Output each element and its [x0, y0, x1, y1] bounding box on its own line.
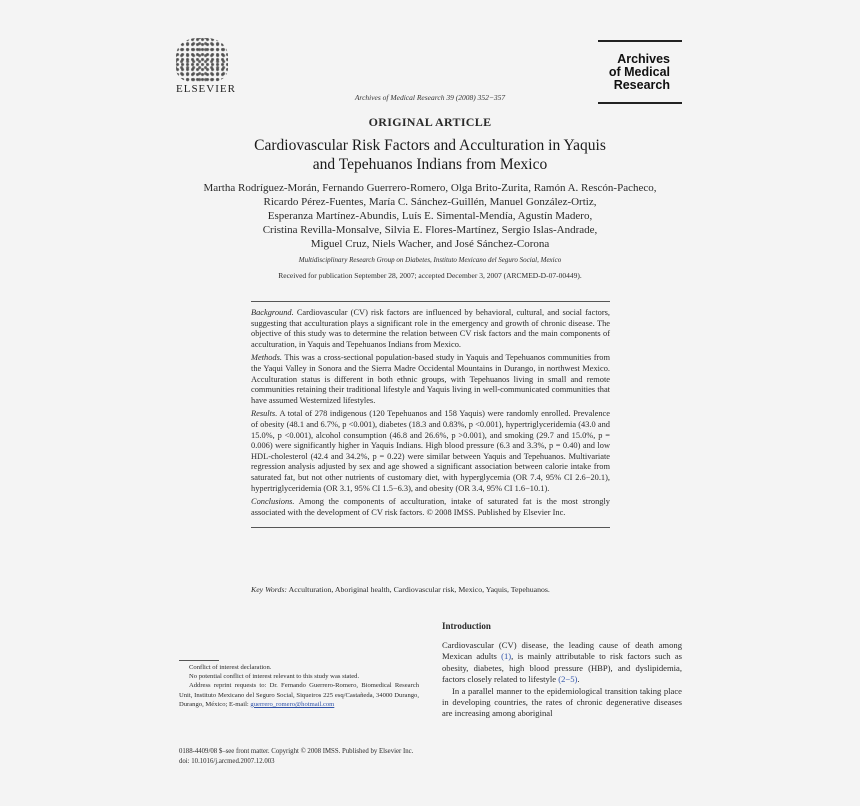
author-line: Esperanza Martínez-Abundis, Luís E. Simental-Mendía, Agustín Madero,	[267, 210, 593, 222]
keywords-text: Acculturation, Aboriginal health, Cardiovascular risk, Mexico, Yaquis, Tepehuanos.	[288, 585, 550, 594]
author-line: Ricardo Pérez-Fuentes, María C. Sánchez-Guillén, Manuel González-Ortiz,	[263, 196, 597, 208]
footnote-divider	[179, 660, 219, 661]
author-list	[0, 181, 860, 251]
reference-link[interactable]: (1)	[501, 651, 512, 662]
issn-line: 0188-4409/08 $–see front matter. Copyright © 2008 IMSS. Published by Elsevier Inc.	[179, 748, 414, 755]
author-line: Cristina Revilla-Monsalve, Silvia E. Flores-Martínez, Sergio Islas-Andrade,	[262, 224, 598, 236]
reference-link[interactable]: (2−5)	[558, 674, 578, 685]
journal-citation: Archives of Medical Research 39 (2008) 352−357	[354, 93, 506, 102]
reprint-address	[179, 681, 419, 709]
elsevier-tree-icon	[176, 38, 228, 82]
conflict-text: No potential conflict of interest relevant to this study was stated.	[189, 673, 360, 681]
title-line: Cardiovascular Risk Factors and Acculturation in Yaquis	[254, 137, 606, 154]
email-link[interactable]: guerrero_romero@hotmail.com	[250, 700, 335, 708]
author-line: Miguel Cruz, Niels Wacher, and José Sánchez-Corona	[310, 238, 550, 250]
abstract-text: A total of 278 indigenous (120 Tepehuanos and 158 Yaquis) were randomly enrolled. Prevalence of obesity (48.1 and 6.7%, p <0.001), diabetes (18.3 and 0.83%, p <0.001), hypertriglyceridemia (43.0 and 15.0%, p <0.001), alcohol consumption (46.8 and 26.6%, p >0.001), and smoking (29.7 and 15.0%, p = 0.006) were significantly higher in Yaquis Indians. High blood pressure (6.3 and 3.3%, p = 0.40) and low HDL-cholesterol (42.4 and 34.2%, p = 0.22) were similar between Yaquis and Tepehuanos. Multivariate regression analysis adjusted by sex and age showed a significant association between calorie intake from saturated fat, but not other nutrients of customary diet, with hyperglycemia (OR 7.4, 95% CI 2.6−20.1), hypertriglyceridemia (OR 3.1, 95% CI 1.5−6.3), and obesity (OR 3.4, 95% CI 1.6−10.1).	[251, 409, 610, 493]
doi-line: doi: 10.1016/j.arcmed.2007.12.003	[179, 757, 275, 765]
intro-paragraph-1	[442, 640, 682, 686]
footnotes	[179, 663, 419, 709]
received-dates: Received for publication September 28, 2007; accepted December 3, 2007 (ARCMED-D-07-00449).	[278, 271, 582, 280]
affiliation: Multidisciplinary Research Group on Diabetes, Instituto Mexicano del Seguro Social, Mexico	[298, 256, 562, 264]
journal-logo-line-2: of Medical	[608, 64, 670, 79]
publication-info	[179, 747, 579, 766]
keywords-label: Key Words:	[251, 585, 288, 594]
introduction-body	[442, 640, 682, 720]
elsevier-logo	[176, 38, 236, 96]
intro-text: .	[577, 674, 580, 685]
author-line: Martha Rodríguez-Morán, Fernando Guerrero-Romero, Olga Brito-Zurita, Ramón A. Rescón-Pacheco,	[203, 182, 657, 194]
journal-logo-line-3: Research	[613, 77, 670, 92]
abstract-results	[251, 409, 610, 494]
abstract-label: Conclusions.	[251, 497, 295, 507]
abstract-text: Among the components of acculturation, intake of saturated fat is the most strongly associated with the development of CV risk factors. © 2008 IMSS. Published by Elsevier Inc.	[251, 497, 610, 517]
abstract-conclusions	[251, 497, 610, 518]
address-text: Address reprint requests to: Dr. Fernando Guerrero-Romero, Biomedical Research Unit, Instituto Mexicano del Seguro Social, Siqueiros 225 esq/Castañeda, 34000 Durango, Durango, México; E-mail:	[179, 682, 419, 708]
introduction-heading: Introduction	[442, 621, 491, 631]
title-line: and Tepehuanos Indians from Mexico	[312, 156, 548, 173]
abstract	[251, 301, 610, 528]
journal-logo-line-1: Archives	[617, 51, 670, 66]
intro-text: , is mainly attributable to risk factors such as obesity, diabetes, high blood pressure (HBP), and dyslipidemia, factors closely related to lifestyle	[442, 651, 682, 685]
abstract-text: Cardiovascular (CV) risk factors are influenced by behavioral, cultural, and social factors, suggesting that acculturation plays a significant role in the emergency and growth of chronic disease. The objective of this study was to determine the relation between CV risk factors and the main components of acculturation, in Yaquis and Tepehuanos Indians from Mexico.	[251, 308, 610, 349]
abstract-label: Results.	[251, 409, 278, 419]
abstract-background	[251, 308, 610, 350]
keywords	[251, 585, 610, 595]
abstract-methods	[251, 353, 610, 406]
conflict-title: Conflict of interest declaration.	[189, 664, 272, 671]
publisher-name: ELSEVIER	[176, 83, 236, 95]
article-title	[0, 136, 860, 174]
intro-paragraph-2: In a parallel manner to the epidemiological transition taking place in developing countries, the rates of chronic degenerative diseases are increasing among aboriginal	[442, 685, 682, 719]
abstract-text: This was a cross-sectional population-based study in Yaquis and Tepehuanos communities from the Yaqui Valley in Sonora and the Sierra Madre Occidental Mountains in Durango, in northwest Mexico. Acculturation status is different in both ethnic groups, with Tepehuanos living in small and remote communities retaining their traditional lifestyle and Yaquis living in well-communicated communities that have assumed Westernized lifestyles.	[251, 353, 610, 405]
intro-text: Cardiovascular (CV) disease, the leading cause of death among Mexican adults	[442, 640, 682, 662]
article-type: ORIGINAL ARTICLE	[368, 115, 492, 129]
abstract-label: Background.	[251, 308, 294, 317]
abstract-label: Methods.	[251, 353, 282, 363]
